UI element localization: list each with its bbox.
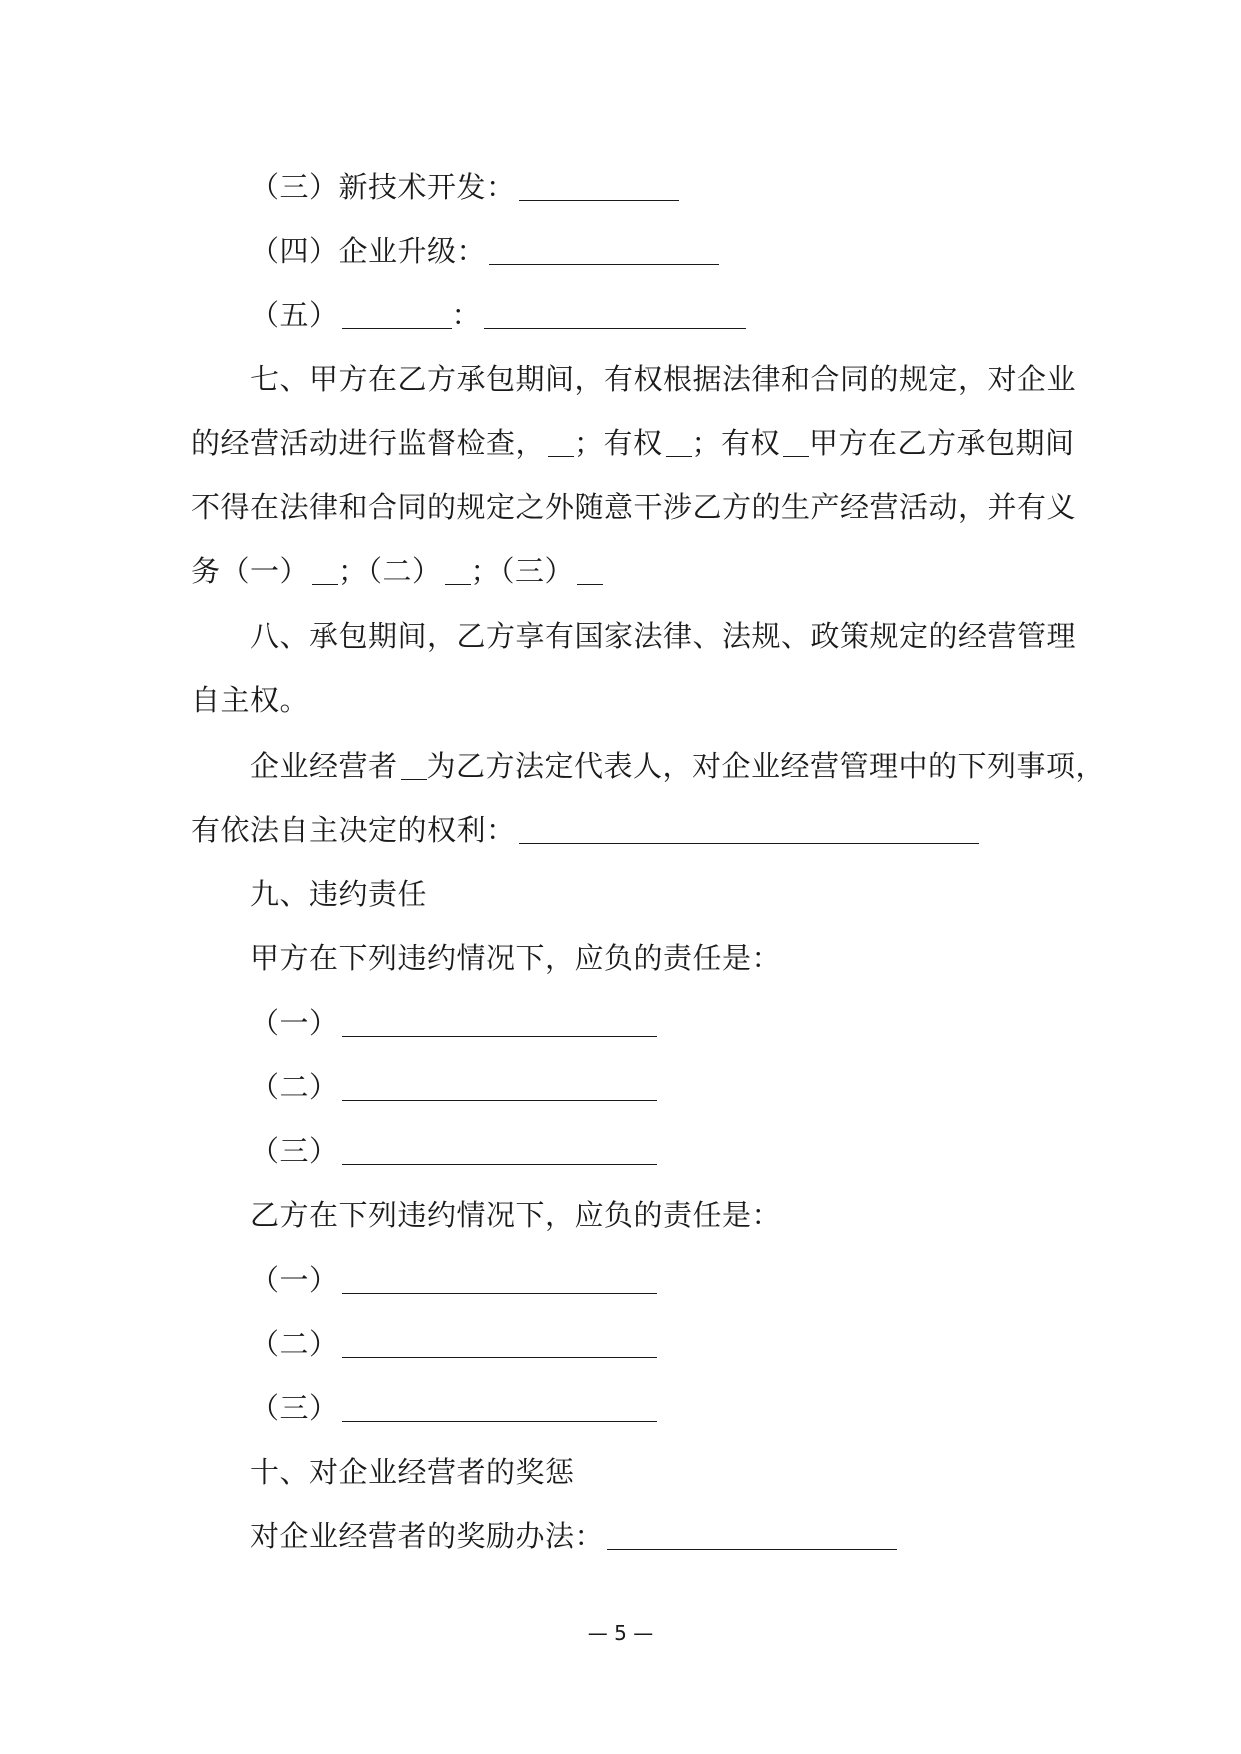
operator-line-1 [250, 746, 1105, 786]
blank-field[interactable] [342, 1327, 657, 1358]
party-a-breach-intro: 甲方在下列违约情况下，应负的责任是： [250, 941, 782, 975]
text-segment: （二） [250, 1070, 339, 1104]
text-segment: 为乙方法定代表人，对企业经营管理中的下列事项， [426, 749, 1106, 783]
colon: ： [451, 298, 482, 332]
blank-field[interactable] [548, 426, 574, 457]
text-segment: 务（一） [191, 554, 310, 588]
party-b-item-2 [250, 1324, 657, 1364]
text-segment: （三） [250, 1134, 339, 1168]
line-enterprise-upgrade [250, 231, 719, 271]
para-8-line-1: 八、承包期间，乙方享有国家法律、法规、政策规定的经营管理 [250, 619, 1077, 653]
blank-field[interactable] [342, 1263, 657, 1294]
party-a-item-2 [250, 1067, 657, 1107]
text-segment: （一） [250, 1006, 339, 1040]
blank-field[interactable] [577, 554, 603, 585]
party-b-breach-intro: 乙方在下列违约情况下，应负的责任是： [250, 1198, 782, 1232]
text-segment: 的经营活动进行监督检查， [191, 426, 546, 460]
blank-field[interactable] [342, 1391, 657, 1422]
text-segment: 有依法自主决定的权利： [191, 813, 516, 847]
blank-field[interactable] [342, 1070, 657, 1101]
section-9-title: 九、违约责任 [250, 877, 428, 911]
text-segment: 甲方在乙方承包期间 [809, 426, 1075, 460]
operator-line-2 [191, 810, 979, 850]
blank-field[interactable] [489, 234, 719, 265]
blank-field[interactable] [783, 426, 809, 457]
text-segment: （三） [250, 1391, 339, 1425]
blank-field[interactable] [666, 426, 692, 457]
blank-field[interactable] [342, 1006, 657, 1037]
text-segment: 对企业经营者的奖励办法： [250, 1519, 605, 1553]
blank-field[interactable] [519, 813, 979, 844]
label-item-5: （五） [250, 298, 339, 332]
para-8-line-2: 自主权。 [191, 683, 310, 717]
blank-field[interactable] [445, 554, 471, 585]
party-b-item-3 [250, 1388, 657, 1428]
reward-method-line [250, 1516, 897, 1556]
page-number: — 5 — [587, 1621, 654, 1645]
para-7-line-1: 七、甲方在乙方承包期间，有权根据法律和合同的规定，对企业 [250, 362, 1077, 396]
blank-field[interactable] [342, 1134, 657, 1165]
text-segment: （一） [250, 1263, 339, 1297]
text-segment: 企业经营者 [250, 749, 398, 783]
para-7-line-4 [191, 551, 603, 591]
label-enterprise-upgrade: （四）企业升级： [250, 234, 487, 268]
line-new-tech-development [250, 167, 679, 207]
party-a-item-1 [250, 1003, 657, 1043]
para-7-line-2 [191, 423, 1075, 463]
blank-field[interactable] [312, 554, 338, 585]
blank-field[interactable] [342, 298, 452, 329]
line-item-5 [250, 295, 746, 335]
label-new-tech-development: （三）新技术开发： [250, 170, 516, 204]
text-segment: ；有权 [691, 426, 781, 460]
blank-field[interactable] [607, 1519, 897, 1550]
blank-field[interactable] [401, 749, 427, 780]
text-segment: ；有权 [574, 426, 663, 460]
party-a-item-3 [250, 1131, 657, 1171]
blank-field[interactable] [519, 170, 679, 201]
section-10-title: 十、对企业经营者的奖惩 [250, 1455, 575, 1489]
text-segment: （二） [250, 1327, 339, 1361]
party-b-item-1 [250, 1260, 657, 1300]
text-segment: ；（二） [338, 554, 442, 588]
para-7-line-3: 不得在法律和合同的规定之外随意干涉乙方的生产经营活动，并有义 [191, 490, 1077, 524]
blank-field[interactable] [484, 298, 746, 329]
text-segment: ；（三） [470, 554, 575, 588]
